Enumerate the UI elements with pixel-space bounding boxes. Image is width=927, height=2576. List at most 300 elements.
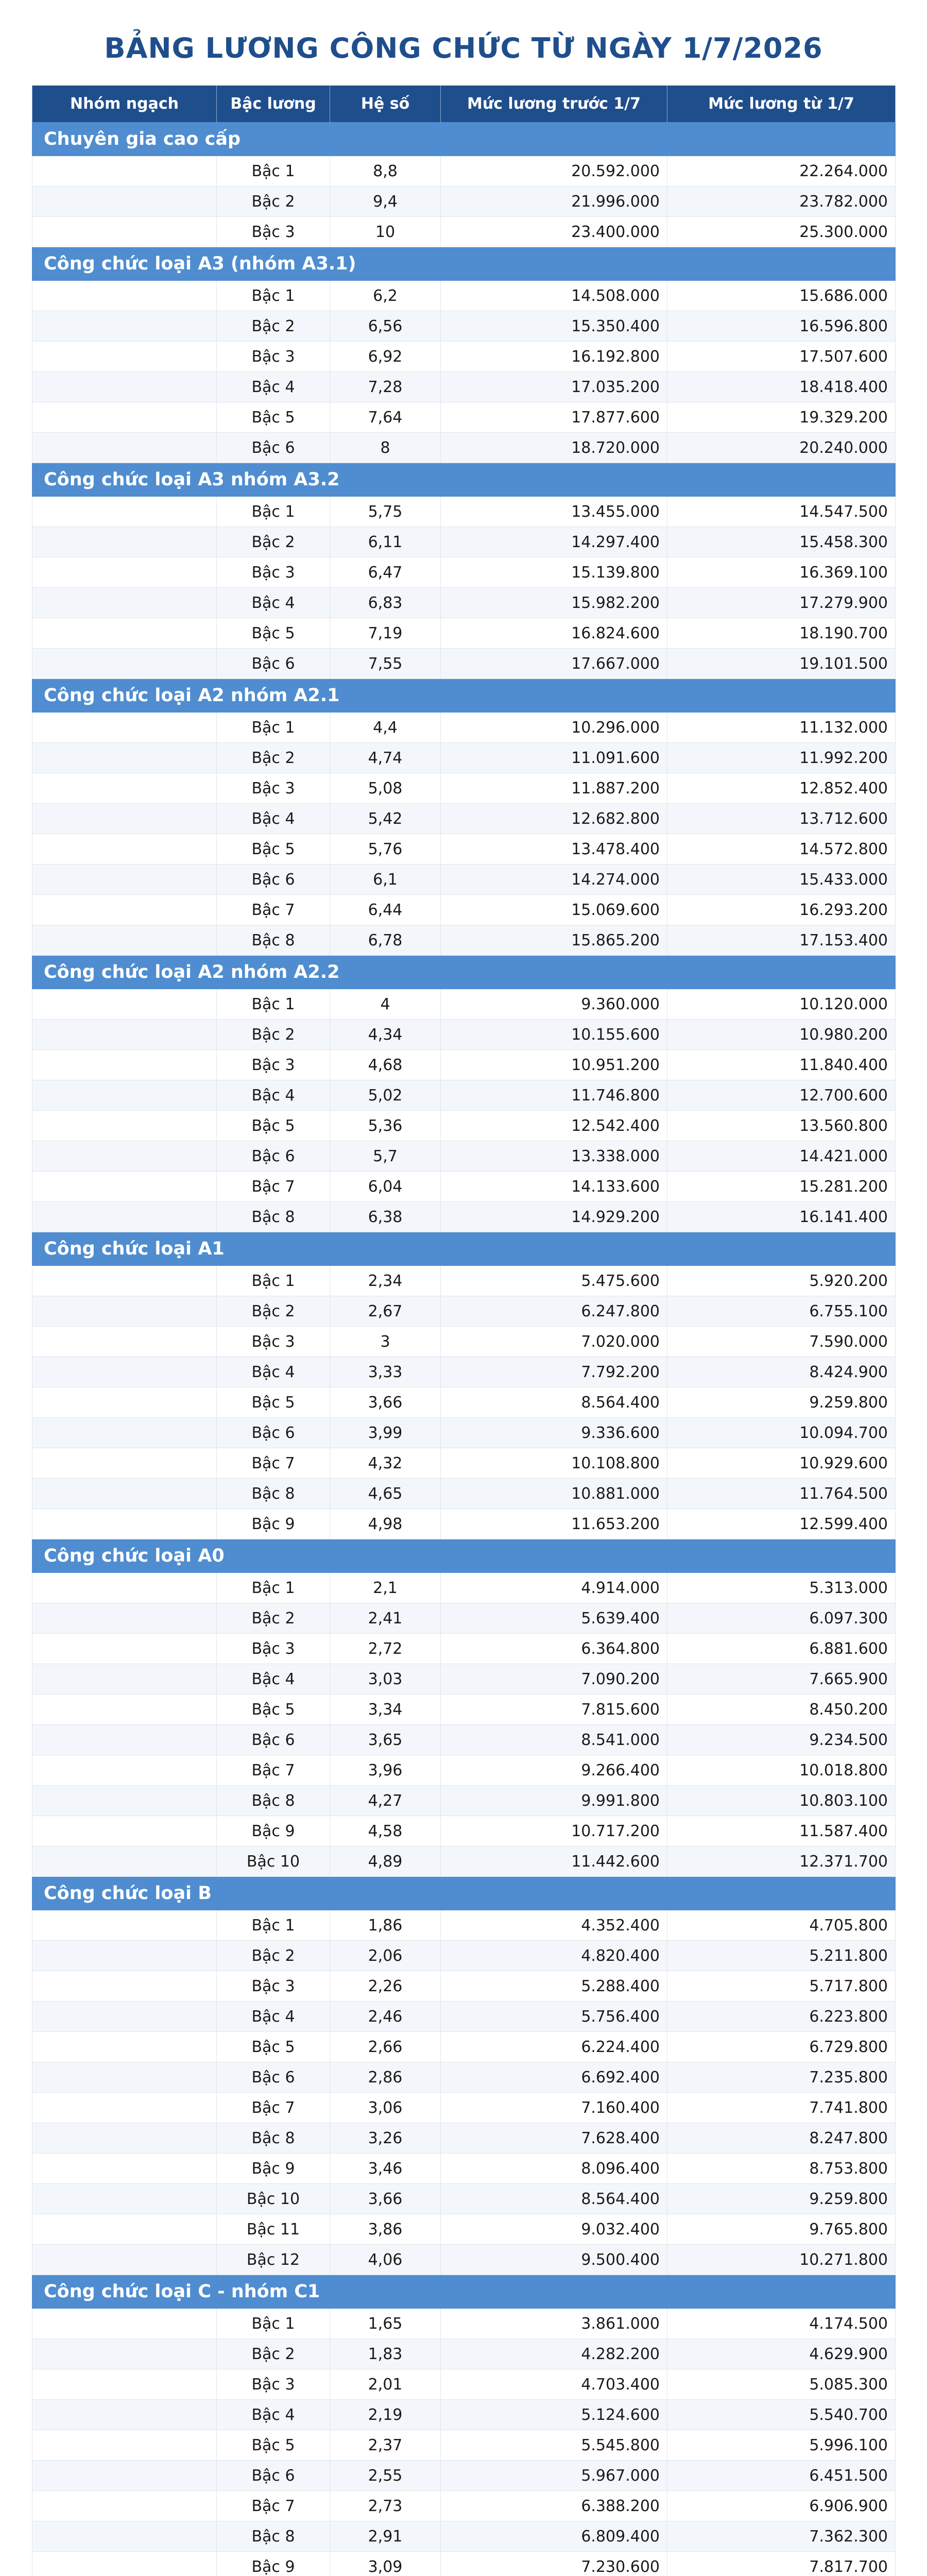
salary-before-cell: 5.124.600 bbox=[441, 2400, 667, 2430]
coefficient-cell: 2,26 bbox=[330, 1971, 441, 2002]
table-row bbox=[32, 2214, 896, 2245]
table-row bbox=[32, 2339, 896, 2369]
salary-before-cell: 13.478.400 bbox=[441, 834, 667, 865]
coefficient-cell: 6,2 bbox=[330, 281, 441, 311]
group-cell bbox=[32, 804, 217, 834]
salary-after-cell: 8.247.800 bbox=[667, 2123, 896, 2154]
coefficient-cell: 4,74 bbox=[330, 743, 441, 773]
group-cell bbox=[32, 1694, 217, 1725]
group-name: Chuyên gia cao cấp bbox=[32, 123, 896, 156]
salary-after-cell: 22.264.000 bbox=[667, 156, 896, 187]
table-row bbox=[32, 2400, 896, 2430]
salary-before-cell: 11.653.200 bbox=[441, 1509, 667, 1539]
coefficient-cell: 2,41 bbox=[330, 1603, 441, 1634]
table-row bbox=[32, 557, 896, 588]
salary-after-cell: 10.018.800 bbox=[667, 1755, 896, 1786]
table-row bbox=[32, 187, 896, 217]
salary-table bbox=[32, 86, 896, 2576]
level-cell: Bậc 4 bbox=[217, 2002, 330, 2032]
group-cell bbox=[32, 1266, 217, 1296]
table-row bbox=[32, 1910, 896, 1941]
page-title: BẢNG LƯƠNG CÔNG CHỨC TỪ NGÀY 1/7/2026 bbox=[104, 32, 823, 64]
salary-after-cell: 16.293.200 bbox=[667, 895, 896, 925]
salary-after-cell: 10.120.000 bbox=[667, 989, 896, 1020]
table-row bbox=[32, 773, 896, 804]
salary-after-cell: 6.881.600 bbox=[667, 1634, 896, 1664]
table-row bbox=[32, 804, 896, 834]
coefficient-cell: 4,34 bbox=[330, 1020, 441, 1050]
salary-before-cell: 9.991.800 bbox=[441, 1786, 667, 1816]
salary-after-cell: 7.590.000 bbox=[667, 1327, 896, 1357]
salary-before-cell: 16.192.800 bbox=[441, 342, 667, 372]
salary-before-cell: 11.091.600 bbox=[441, 743, 667, 773]
table-row bbox=[32, 2461, 896, 2491]
level-cell: Bậc 3 bbox=[217, 773, 330, 804]
salary-before-cell: 5.967.000 bbox=[441, 2461, 667, 2491]
coefficient-cell: 2,86 bbox=[330, 2062, 441, 2093]
group-header-row bbox=[32, 1232, 896, 1266]
group-cell bbox=[32, 2521, 217, 2552]
column-header-group: Nhóm ngạch bbox=[32, 86, 217, 123]
coefficient-cell: 5,02 bbox=[330, 1080, 441, 1111]
salary-after-cell: 10.980.200 bbox=[667, 1020, 896, 1050]
group-cell bbox=[32, 1971, 217, 2002]
salary-before-cell: 10.155.600 bbox=[441, 1020, 667, 1050]
group-cell bbox=[32, 743, 217, 773]
group-cell bbox=[32, 1603, 217, 1634]
coefficient-cell: 2,55 bbox=[330, 2461, 441, 2491]
coefficient-cell: 2,67 bbox=[330, 1296, 441, 1327]
group-name: Công chức loại C - nhóm C1 bbox=[32, 2275, 896, 2309]
level-cell: Bậc 5 bbox=[217, 1111, 330, 1141]
coefficient-cell: 3 bbox=[330, 1327, 441, 1357]
salary-before-cell: 17.667.000 bbox=[441, 649, 667, 679]
salary-before-cell: 8.564.400 bbox=[441, 1387, 667, 1418]
table-row bbox=[32, 497, 896, 527]
group-cell bbox=[32, 773, 217, 804]
salary-after-cell: 7.817.700 bbox=[667, 2552, 896, 2576]
table-row bbox=[32, 1509, 896, 1539]
coefficient-cell: 8,8 bbox=[330, 156, 441, 187]
salary-after-cell: 23.782.000 bbox=[667, 187, 896, 217]
table-row bbox=[32, 1202, 896, 1232]
level-cell: Bậc 3 bbox=[217, 2369, 330, 2400]
group-cell bbox=[32, 217, 217, 247]
group-cell bbox=[32, 1387, 217, 1418]
salary-before-cell: 15.982.200 bbox=[441, 588, 667, 618]
coefficient-cell: 4,65 bbox=[330, 1479, 441, 1509]
group-cell bbox=[32, 2552, 217, 2576]
level-cell: Bậc 3 bbox=[217, 557, 330, 588]
coefficient-cell: 2,72 bbox=[330, 1634, 441, 1664]
salary-after-cell: 9.259.800 bbox=[667, 1387, 896, 1418]
table-row bbox=[32, 743, 896, 773]
level-cell: Bậc 9 bbox=[217, 1816, 330, 1846]
salary-before-cell: 9.500.400 bbox=[441, 2245, 667, 2275]
level-cell: Bậc 5 bbox=[217, 834, 330, 865]
salary-after-cell: 9.765.800 bbox=[667, 2214, 896, 2245]
table-row bbox=[32, 649, 896, 679]
salary-before-cell: 21.996.000 bbox=[441, 187, 667, 217]
group-cell bbox=[32, 402, 217, 433]
salary-before-cell: 18.720.000 bbox=[441, 433, 667, 463]
group-header-row bbox=[32, 123, 896, 156]
salary-after-cell: 4.174.500 bbox=[667, 2309, 896, 2339]
salary-before-cell: 5.756.400 bbox=[441, 2002, 667, 2032]
salary-before-cell: 8.564.400 bbox=[441, 2184, 667, 2214]
salary-before-cell: 7.230.600 bbox=[441, 2552, 667, 2576]
coefficient-cell: 2,73 bbox=[330, 2491, 441, 2521]
level-cell: Bậc 1 bbox=[217, 497, 330, 527]
salary-before-cell: 16.824.600 bbox=[441, 618, 667, 649]
group-cell bbox=[32, 1357, 217, 1387]
salary-after-cell: 8.424.900 bbox=[667, 1357, 896, 1387]
group-cell bbox=[32, 1634, 217, 1664]
table-row bbox=[32, 588, 896, 618]
salary-after-cell: 11.132.000 bbox=[667, 713, 896, 743]
level-cell: Bậc 2 bbox=[217, 1941, 330, 1971]
group-cell bbox=[32, 433, 217, 463]
salary-before-cell: 14.508.000 bbox=[441, 281, 667, 311]
group-cell bbox=[32, 588, 217, 618]
table-row bbox=[32, 2309, 896, 2339]
coefficient-cell: 3,34 bbox=[330, 1694, 441, 1725]
group-cell bbox=[32, 1020, 217, 1050]
group-header-row bbox=[32, 1877, 896, 1910]
table-row bbox=[32, 2369, 896, 2400]
salary-before-cell: 12.542.400 bbox=[441, 1111, 667, 1141]
table-row bbox=[32, 1573, 896, 1603]
coefficient-cell: 4,89 bbox=[330, 1846, 441, 1877]
group-cell bbox=[32, 2369, 217, 2400]
salary-before-cell: 9.266.400 bbox=[441, 1755, 667, 1786]
coefficient-cell: 7,19 bbox=[330, 618, 441, 649]
group-cell bbox=[32, 311, 217, 342]
group-cell bbox=[32, 1050, 217, 1080]
coefficient-cell: 6,78 bbox=[330, 925, 441, 956]
table-row bbox=[32, 2491, 896, 2521]
salary-before-cell: 14.929.200 bbox=[441, 1202, 667, 1232]
salary-before-cell: 20.592.000 bbox=[441, 156, 667, 187]
group-cell bbox=[32, 713, 217, 743]
salary-after-cell: 18.418.400 bbox=[667, 372, 896, 402]
level-cell: Bậc 6 bbox=[217, 1725, 330, 1755]
coefficient-cell: 7,55 bbox=[330, 649, 441, 679]
table-row bbox=[32, 1971, 896, 2002]
table-row bbox=[32, 281, 896, 311]
coefficient-cell: 8 bbox=[330, 433, 441, 463]
level-cell: Bậc 6 bbox=[217, 1418, 330, 1448]
group-header-row bbox=[32, 247, 896, 281]
level-cell: Bậc 5 bbox=[217, 2430, 330, 2461]
salary-after-cell: 5.085.300 bbox=[667, 2369, 896, 2400]
coefficient-cell: 6,56 bbox=[330, 311, 441, 342]
group-cell bbox=[32, 1172, 217, 1202]
salary-before-cell: 7.160.400 bbox=[441, 2093, 667, 2123]
salary-after-cell: 19.101.500 bbox=[667, 649, 896, 679]
salary-before-cell: 7.090.200 bbox=[441, 1664, 667, 1694]
group-cell bbox=[32, 2430, 217, 2461]
salary-after-cell: 12.852.400 bbox=[667, 773, 896, 804]
level-cell: Bậc 3 bbox=[217, 342, 330, 372]
group-cell bbox=[32, 1509, 217, 1539]
coefficient-cell: 4,68 bbox=[330, 1050, 441, 1080]
table-row bbox=[32, 1080, 896, 1111]
level-cell: Bậc 7 bbox=[217, 1172, 330, 1202]
level-cell: Bậc 7 bbox=[217, 1448, 330, 1479]
level-cell: Bậc 4 bbox=[217, 372, 330, 402]
table-row bbox=[32, 1111, 896, 1141]
salary-after-cell: 4.629.900 bbox=[667, 2339, 896, 2369]
level-cell: Bậc 8 bbox=[217, 925, 330, 956]
salary-after-cell: 8.450.200 bbox=[667, 1694, 896, 1725]
salary-before-cell: 3.861.000 bbox=[441, 2309, 667, 2339]
level-cell: Bậc 7 bbox=[217, 895, 330, 925]
group-cell bbox=[32, 2123, 217, 2154]
table-row bbox=[32, 1266, 896, 1296]
coefficient-cell: 3,33 bbox=[330, 1357, 441, 1387]
table-row bbox=[32, 1603, 896, 1634]
salary-after-cell: 14.421.000 bbox=[667, 1141, 896, 1172]
group-cell bbox=[32, 1816, 217, 1846]
salary-after-cell: 16.369.100 bbox=[667, 557, 896, 588]
salary-after-cell: 5.211.800 bbox=[667, 1941, 896, 1971]
group-cell bbox=[32, 1448, 217, 1479]
level-cell: Bậc 7 bbox=[217, 2093, 330, 2123]
salary-after-cell: 9.259.800 bbox=[667, 2184, 896, 2214]
coefficient-cell: 3,65 bbox=[330, 1725, 441, 1755]
level-cell: Bậc 2 bbox=[217, 527, 330, 557]
coefficient-cell: 4,58 bbox=[330, 1816, 441, 1846]
coefficient-cell: 2,37 bbox=[330, 2430, 441, 2461]
level-cell: Bậc 1 bbox=[217, 156, 330, 187]
table-row bbox=[32, 2184, 896, 2214]
salary-after-cell: 25.300.000 bbox=[667, 217, 896, 247]
group-name: Công chức loại A3 (nhóm A3.1) bbox=[32, 247, 896, 281]
group-cell bbox=[32, 372, 217, 402]
salary-before-cell: 15.069.600 bbox=[441, 895, 667, 925]
salary-after-cell: 20.240.000 bbox=[667, 433, 896, 463]
group-name: Công chức loại A2 nhóm A2.2 bbox=[32, 956, 896, 989]
salary-after-cell: 6.223.800 bbox=[667, 2002, 896, 2032]
table-row bbox=[32, 1664, 896, 1694]
table-row bbox=[32, 217, 896, 247]
salary-after-cell: 12.599.400 bbox=[667, 1509, 896, 1539]
salary-before-cell: 7.020.000 bbox=[441, 1327, 667, 1357]
table-row bbox=[32, 1050, 896, 1080]
level-cell: Bậc 2 bbox=[217, 743, 330, 773]
coefficient-cell: 4,98 bbox=[330, 1509, 441, 1539]
salary-after-cell: 10.929.600 bbox=[667, 1448, 896, 1479]
group-cell bbox=[32, 2309, 217, 2339]
level-cell: Bậc 8 bbox=[217, 1479, 330, 1509]
group-name: Công chức loại A1 bbox=[32, 1232, 896, 1266]
salary-before-cell: 6.388.200 bbox=[441, 2491, 667, 2521]
coefficient-cell: 5,08 bbox=[330, 773, 441, 804]
coefficient-cell: 5,42 bbox=[330, 804, 441, 834]
coefficient-cell: 6,83 bbox=[330, 588, 441, 618]
group-cell bbox=[32, 1910, 217, 1941]
column-header-coefficient: Hệ số bbox=[330, 86, 441, 123]
level-cell: Bậc 5 bbox=[217, 618, 330, 649]
level-cell: Bậc 6 bbox=[217, 865, 330, 895]
coefficient-cell: 4,4 bbox=[330, 713, 441, 743]
level-cell: Bậc 2 bbox=[217, 2339, 330, 2369]
coefficient-cell: 2,19 bbox=[330, 2400, 441, 2430]
salary-after-cell: 7.362.300 bbox=[667, 2521, 896, 2552]
level-cell: Bậc 6 bbox=[217, 2062, 330, 2093]
group-header-row bbox=[32, 1539, 896, 1573]
salary-before-cell: 15.350.400 bbox=[441, 311, 667, 342]
coefficient-cell: 7,64 bbox=[330, 402, 441, 433]
group-cell bbox=[32, 865, 217, 895]
level-cell: Bậc 1 bbox=[217, 989, 330, 1020]
salary-before-cell: 4.352.400 bbox=[441, 1910, 667, 1941]
table-row bbox=[32, 1448, 896, 1479]
level-cell: Bậc 8 bbox=[217, 2123, 330, 2154]
table-row bbox=[32, 1172, 896, 1202]
salary-before-cell: 6.247.800 bbox=[441, 1296, 667, 1327]
coefficient-cell: 4,27 bbox=[330, 1786, 441, 1816]
group-cell bbox=[32, 1725, 217, 1755]
table-row bbox=[32, 2430, 896, 2461]
coefficient-cell: 2,1 bbox=[330, 1573, 441, 1603]
group-cell bbox=[32, 342, 217, 372]
level-cell: Bậc 2 bbox=[217, 311, 330, 342]
salary-before-cell: 9.360.000 bbox=[441, 989, 667, 1020]
level-cell: Bậc 1 bbox=[217, 281, 330, 311]
group-name: Công chức loại A3 nhóm A3.2 bbox=[32, 463, 896, 497]
level-cell: Bậc 6 bbox=[217, 1141, 330, 1172]
salary-after-cell: 10.094.700 bbox=[667, 1418, 896, 1448]
salary-after-cell: 10.271.800 bbox=[667, 2245, 896, 2275]
coefficient-cell: 2,46 bbox=[330, 2002, 441, 2032]
salary-after-cell: 7.235.800 bbox=[667, 2062, 896, 2093]
table-row bbox=[32, 895, 896, 925]
salary-after-cell: 5.313.000 bbox=[667, 1573, 896, 1603]
group-cell bbox=[32, 497, 217, 527]
table-row bbox=[32, 2032, 896, 2062]
level-cell: Bậc 4 bbox=[217, 2400, 330, 2430]
coefficient-cell: 2,34 bbox=[330, 1266, 441, 1296]
group-cell bbox=[32, 2032, 217, 2062]
group-cell bbox=[32, 2062, 217, 2093]
level-cell: Bậc 6 bbox=[217, 2461, 330, 2491]
level-cell: Bậc 2 bbox=[217, 1020, 330, 1050]
table-row bbox=[32, 1816, 896, 1846]
group-cell bbox=[32, 527, 217, 557]
coefficient-cell: 6,38 bbox=[330, 1202, 441, 1232]
salary-before-cell: 17.877.600 bbox=[441, 402, 667, 433]
salary-before-cell: 4.820.400 bbox=[441, 1941, 667, 1971]
level-cell: Bậc 4 bbox=[217, 1357, 330, 1387]
salary-after-cell: 6.097.300 bbox=[667, 1603, 896, 1634]
table-row bbox=[32, 989, 896, 1020]
table-body bbox=[32, 123, 896, 2576]
coefficient-cell: 3,06 bbox=[330, 2093, 441, 2123]
coefficient-cell: 4,32 bbox=[330, 1448, 441, 1479]
salary-before-cell: 4.703.400 bbox=[441, 2369, 667, 2400]
group-cell bbox=[32, 1941, 217, 1971]
salary-before-cell: 7.792.200 bbox=[441, 1357, 667, 1387]
level-cell: Bậc 1 bbox=[217, 1266, 330, 1296]
salary-before-cell: 10.108.800 bbox=[441, 1448, 667, 1479]
table-row bbox=[32, 1020, 896, 1050]
table-row bbox=[32, 2093, 896, 2123]
coefficient-cell: 3,96 bbox=[330, 1755, 441, 1786]
level-cell: Bậc 2 bbox=[217, 1296, 330, 1327]
level-cell: Bậc 1 bbox=[217, 1573, 330, 1603]
level-cell: Bậc 10 bbox=[217, 1846, 330, 1877]
group-cell bbox=[32, 1202, 217, 1232]
salary-before-cell: 11.442.600 bbox=[441, 1846, 667, 1877]
table-row bbox=[32, 2552, 896, 2576]
salary-after-cell: 11.764.500 bbox=[667, 1479, 896, 1509]
table-row bbox=[32, 2002, 896, 2032]
group-header-row bbox=[32, 679, 896, 713]
level-cell: Bậc 5 bbox=[217, 1387, 330, 1418]
salary-before-cell: 8.541.000 bbox=[441, 1725, 667, 1755]
coefficient-cell: 3,03 bbox=[330, 1664, 441, 1694]
level-cell: Bậc 4 bbox=[217, 804, 330, 834]
level-cell: Bậc 2 bbox=[217, 187, 330, 217]
salary-before-cell: 6.224.400 bbox=[441, 2032, 667, 2062]
salary-after-cell: 6.755.100 bbox=[667, 1296, 896, 1327]
level-cell: Bậc 6 bbox=[217, 433, 330, 463]
level-cell: Bậc 9 bbox=[217, 1509, 330, 1539]
table-row bbox=[32, 527, 896, 557]
salary-before-cell: 6.809.400 bbox=[441, 2521, 667, 2552]
salary-before-cell: 4.914.000 bbox=[441, 1573, 667, 1603]
table-row bbox=[32, 311, 896, 342]
coefficient-cell: 3,09 bbox=[330, 2552, 441, 2576]
salary-after-cell: 5.920.200 bbox=[667, 1266, 896, 1296]
table-row bbox=[32, 342, 896, 372]
group-cell bbox=[32, 2154, 217, 2184]
salary-after-cell: 14.547.500 bbox=[667, 497, 896, 527]
coefficient-cell: 6,1 bbox=[330, 865, 441, 895]
level-cell: Bậc 1 bbox=[217, 2309, 330, 2339]
salary-after-cell: 16.596.800 bbox=[667, 311, 896, 342]
group-cell bbox=[32, 1080, 217, 1111]
group-cell bbox=[32, 2214, 217, 2245]
group-cell bbox=[32, 1418, 217, 1448]
salary-after-cell: 6.729.800 bbox=[667, 2032, 896, 2062]
group-cell bbox=[32, 1141, 217, 1172]
group-cell bbox=[32, 1479, 217, 1509]
table-row bbox=[32, 2062, 896, 2093]
salary-before-cell: 9.032.400 bbox=[441, 2214, 667, 2245]
table-row bbox=[32, 1387, 896, 1418]
salary-after-cell: 15.281.200 bbox=[667, 1172, 896, 1202]
table-row bbox=[32, 1296, 896, 1327]
salary-before-cell: 13.338.000 bbox=[441, 1141, 667, 1172]
salary-before-cell: 11.746.800 bbox=[441, 1080, 667, 1111]
group-cell bbox=[32, 1327, 217, 1357]
group-cell bbox=[32, 557, 217, 588]
level-cell: Bậc 7 bbox=[217, 2491, 330, 2521]
coefficient-cell: 1,65 bbox=[330, 2309, 441, 2339]
salary-after-cell: 5.540.700 bbox=[667, 2400, 896, 2430]
salary-after-cell: 12.371.700 bbox=[667, 1846, 896, 1877]
group-cell bbox=[32, 1786, 217, 1816]
group-header-row bbox=[32, 463, 896, 497]
group-name: Công chức loại B bbox=[32, 1877, 896, 1910]
salary-before-cell: 4.282.200 bbox=[441, 2339, 667, 2369]
coefficient-cell: 5,75 bbox=[330, 497, 441, 527]
group-cell bbox=[32, 2400, 217, 2430]
level-cell: Bậc 8 bbox=[217, 2521, 330, 2552]
